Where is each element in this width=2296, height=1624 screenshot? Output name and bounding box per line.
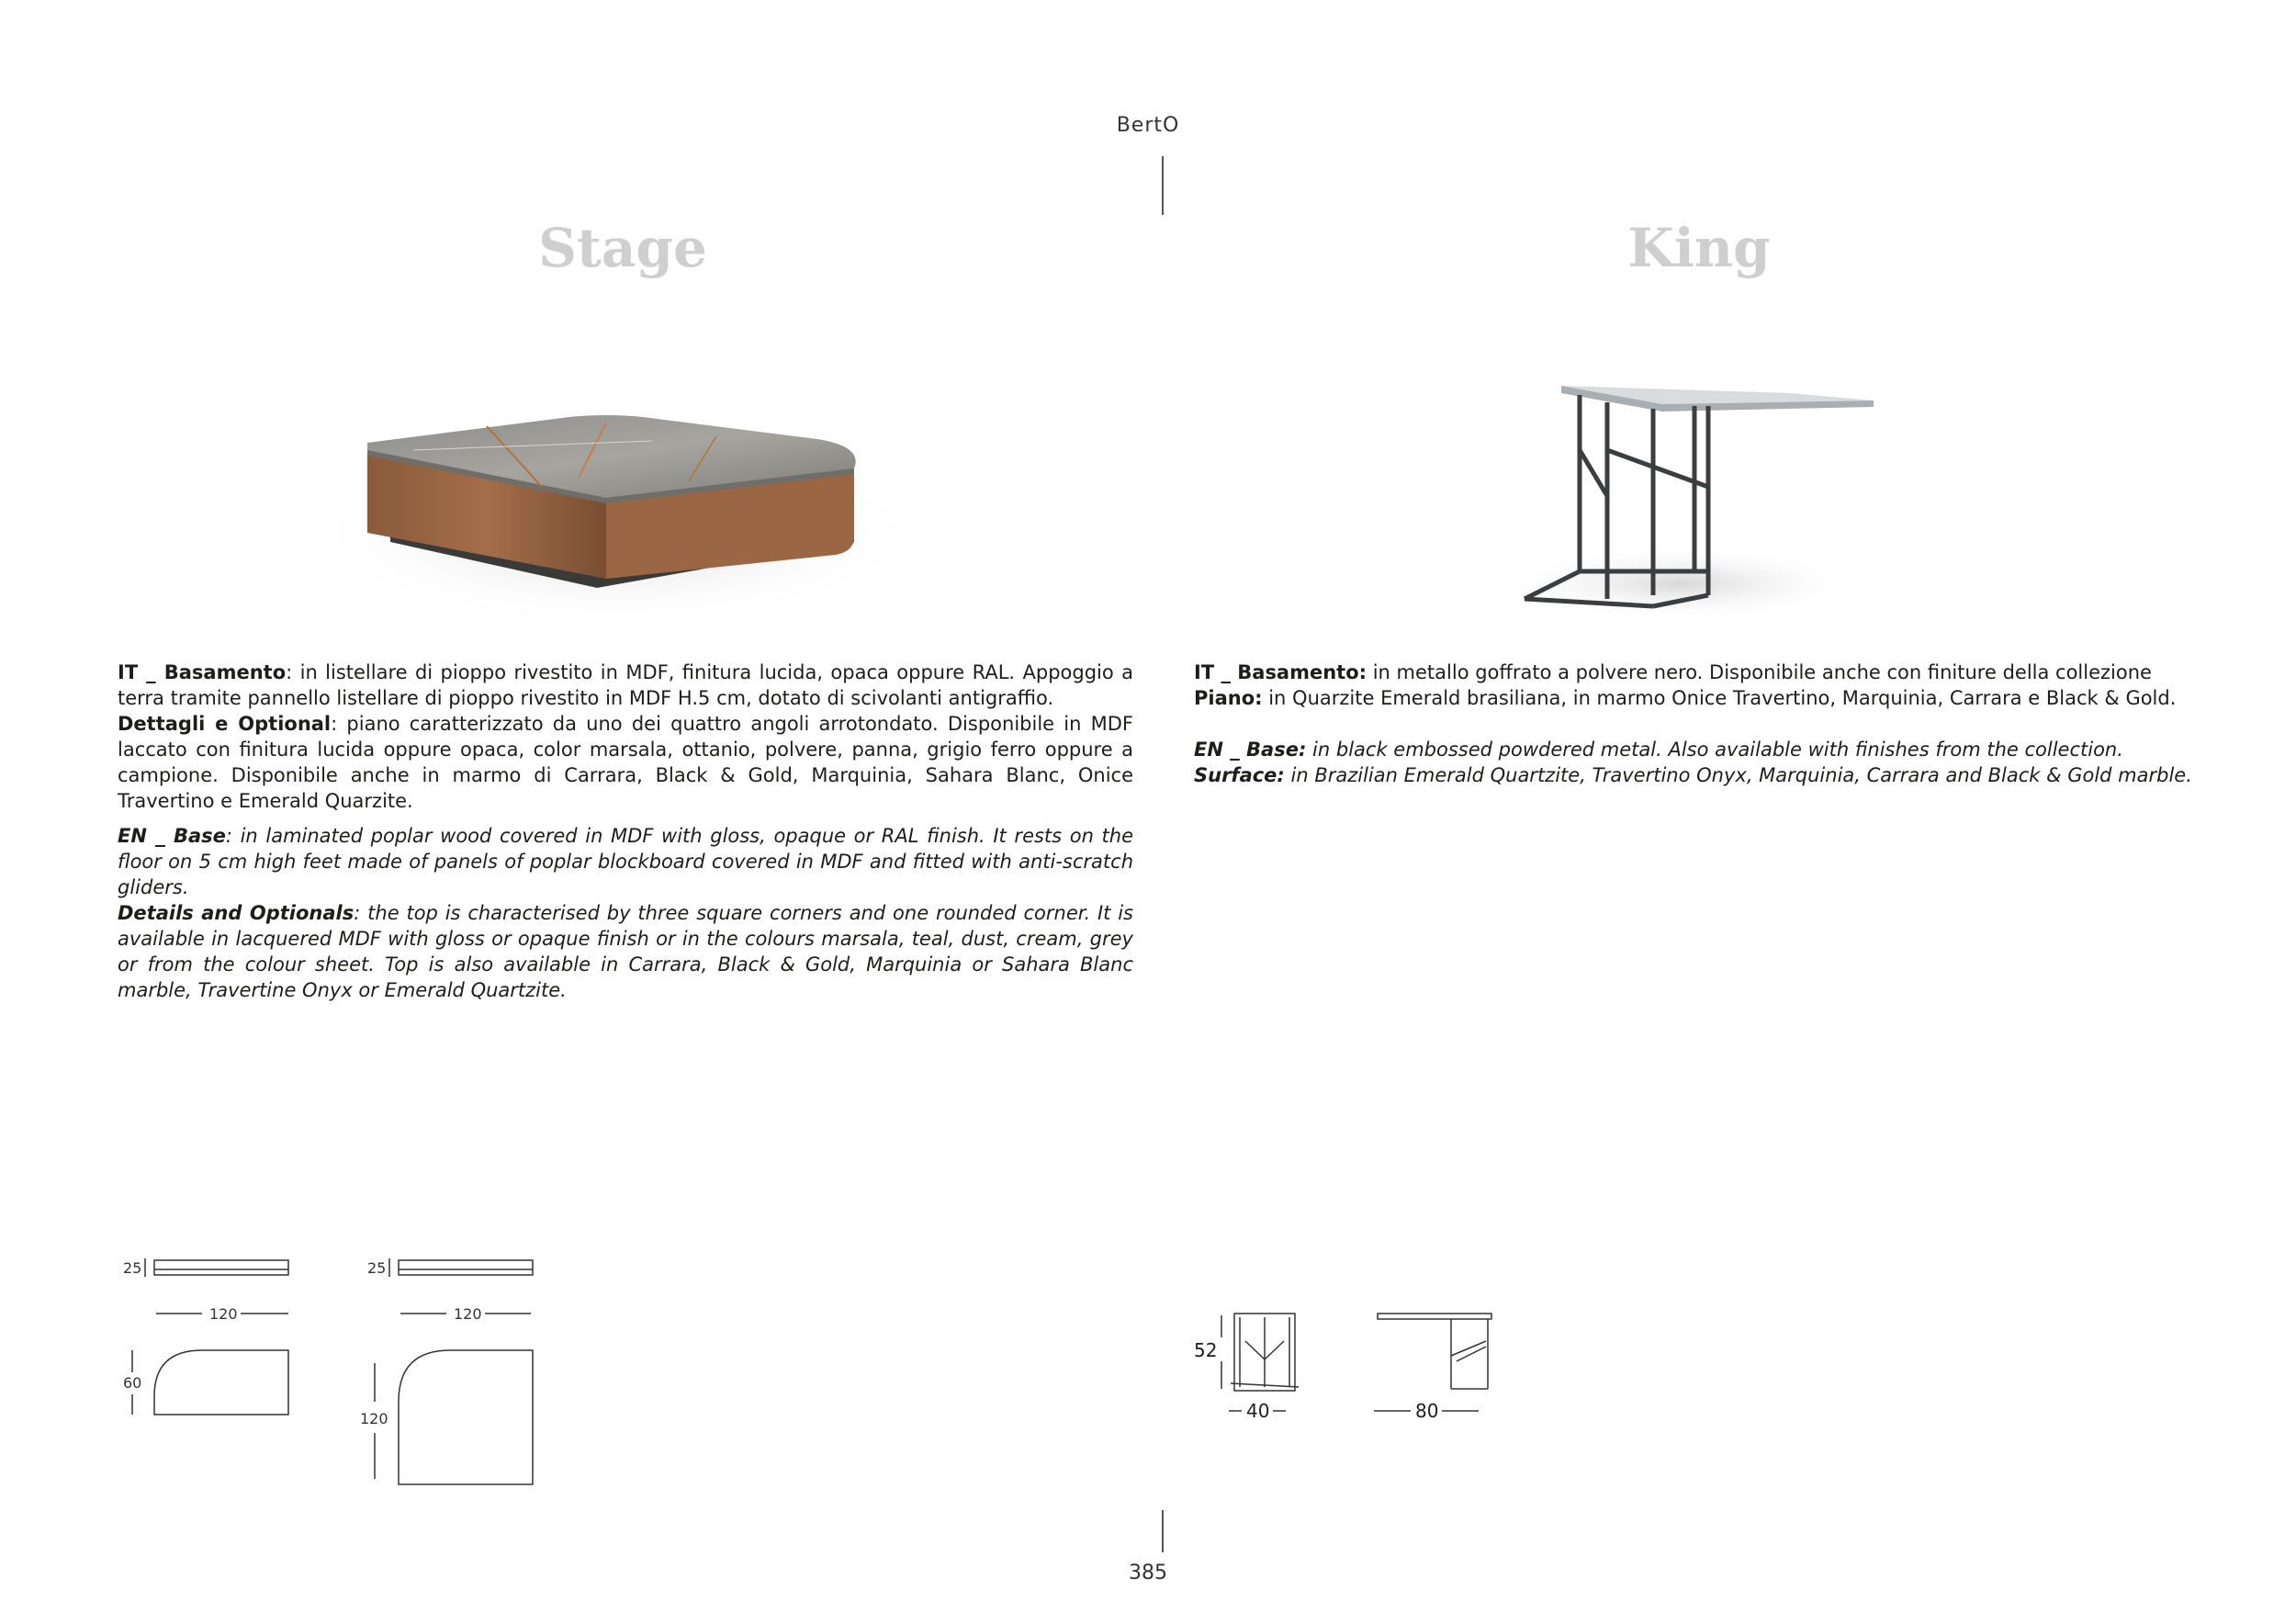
- brand-name: BertO: [1116, 114, 1180, 137]
- king-width-dim: 80: [1415, 1400, 1439, 1422]
- stage-en-details: Details and Optionals: the top is characterised by three square corners and one rounded corner. It is available in lacquered MDF with gloss or opaque finish or in the colours marsala, teal, dust, cream, grey or from the colour sheet. Top is also available in Carrara, Black & Gold, Marquinia or Sahara Blanc marble, Travertine Onyx or Emerald Quartzite.: [118, 902, 1133, 1001]
- stage-d1-width: 120: [209, 1305, 238, 1323]
- king-en-base: EN _ Base: in black embossed powdered metal. Also available with finishes from the collection.: [1194, 739, 2123, 761]
- left-product-title: Stage: [538, 217, 707, 279]
- top-divider: [1162, 156, 1164, 215]
- right-product-title: King: [1627, 217, 1771, 279]
- king-it-piano: Piano: in Quarzite Emerald brasiliana, in marmo Onice Travertino, Marquinia, Carrara e Black & Gold.: [1194, 687, 2177, 709]
- king-description: [1194, 660, 2223, 788]
- stage-d2-width: 120: [454, 1305, 482, 1323]
- stage-table-photo: [303, 386, 928, 634]
- stage-en-base: EN _ Base: in laminated poplar wood covered in MDF with gloss, opaque or RAL finish. It rests on the floor on 5 cm high feet made of panels of poplar blockboard covered in MDF and fitted with anti-scratch gliders.: [118, 825, 1133, 898]
- stage-it-basamento: IT _ Basamento: in listellare di pioppo rivestito in MDF, finitura lucida, opaca oppure RAL. Appoggio a terra tramite pannello listellare di pioppo rivestito in MDF H.5 cm, dotato di scivolanti antigraffio.: [118, 661, 1133, 709]
- king-it-basamento: IT _ Basamento: in metallo goffrato a polvere nero. Disponibile anche con finiture della collezione: [1194, 661, 2152, 683]
- king-en-surface: Surface: in Brazilian Emerald Quartzite, Travertino Onyx, Marquinia, Carrara and Black & Gold marble.: [1194, 764, 2192, 786]
- stage-d1-depth: 60: [123, 1374, 142, 1392]
- stage-description: [118, 660, 1133, 1003]
- king-table-photo: [1488, 367, 1874, 634]
- king-height-dim: 52: [1194, 1339, 1218, 1361]
- king-drawings: [1194, 1304, 1506, 1433]
- stage-d2-depth: 120: [360, 1410, 388, 1427]
- king-depth-dim: 40: [1246, 1400, 1270, 1422]
- stage-drawings: [119, 1249, 560, 1488]
- stage-it-dettagli: Dettagli e Optional: piano caratterizzato da uno dei quattro angoli arrotondato. Disponibile in MDF laccato con finitura lucida oppure opaca, color marsala, ottanio, polvere, panna, grigio ferro oppure a campione. Disponibile anche in marmo di Carrara, Black & Gold, Marquinia, Sahara Blanc, Onice Travertino e Emerald Quarzite.: [118, 713, 1133, 812]
- page-number: 385: [1129, 1562, 1167, 1585]
- stage-d2-height: 25: [367, 1259, 387, 1277]
- bottom-divider: [1162, 1510, 1164, 1552]
- stage-d1-height: 25: [123, 1259, 142, 1277]
